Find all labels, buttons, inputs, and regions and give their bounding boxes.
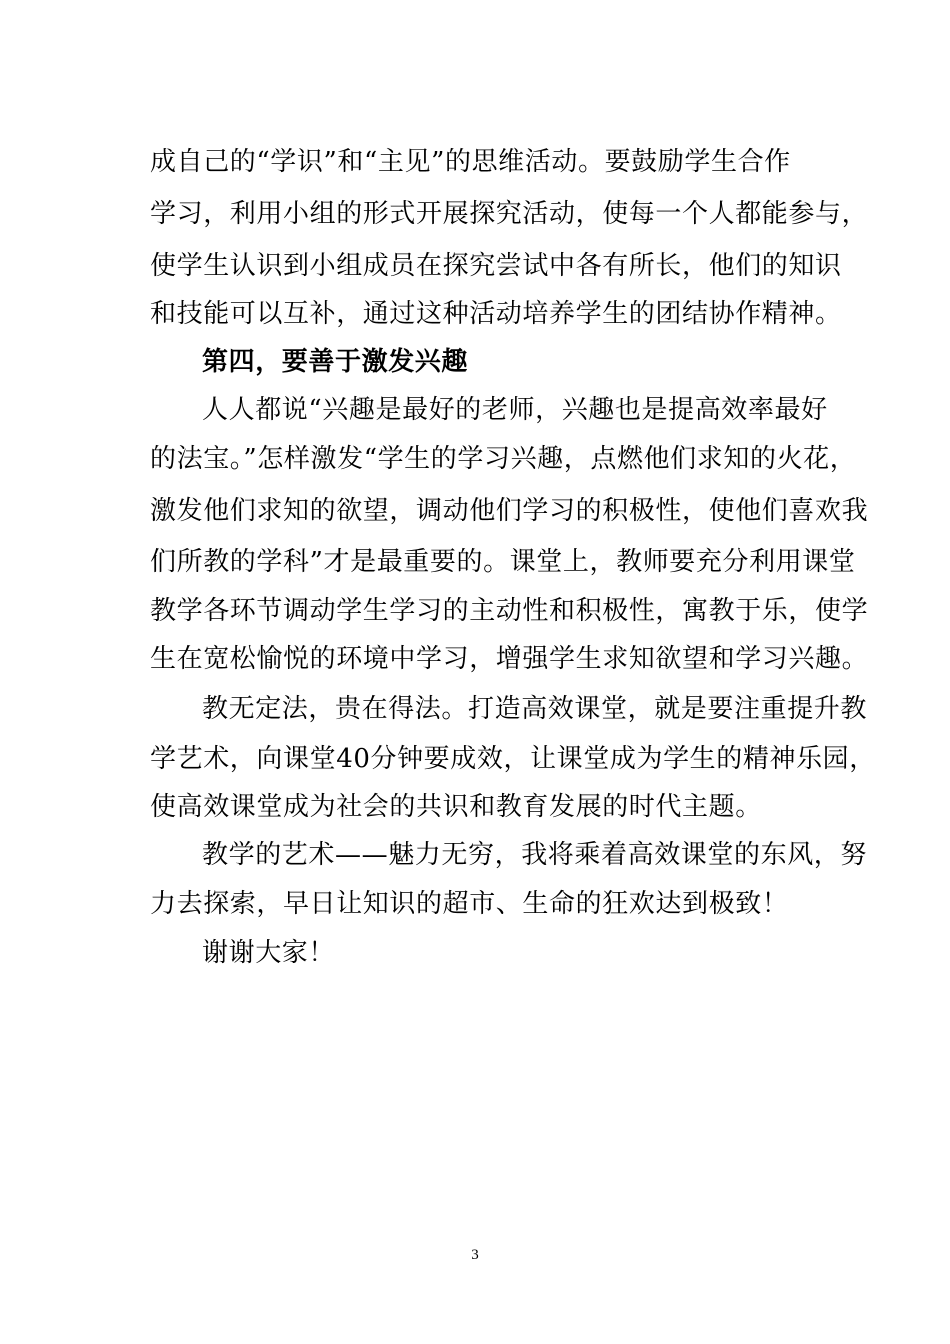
text-line: 教学的艺术——魅力无穷，我将乘着高效课堂的东风，努 xyxy=(202,840,868,870)
page-number: 3 xyxy=(471,1247,479,1263)
section-heading: 第四，要善于激发兴趣 xyxy=(202,347,469,377)
text-line: 学习，利用小组的形式开展探究活动，使每一个人都能参与， xyxy=(150,199,869,229)
text-line: 人人都说“兴趣是最好的老师，兴趣也是提高效率最好 xyxy=(202,395,828,425)
text-line: 激发他们求知的欲望，调动他们学习的积极性，使他们喜欢我 xyxy=(150,496,869,526)
text-line: 们所教的学科”才是最重要的。课堂上，教师要充分利用课堂 xyxy=(150,547,856,577)
text-line: 成自己的“学识”和“主见”的思维活动。要鼓励学生合作 xyxy=(150,147,791,177)
text-line: 使高效课堂成为社会的共识和教育发展的时代主题。 xyxy=(150,792,762,822)
text-line: 的法宝。”怎样激发“学生的学习兴趣，点燃他们求知的火花， xyxy=(150,444,857,474)
text-line: 力去探索，早日让知识的超市、生命的狂欢达到极致！ xyxy=(150,889,789,919)
text-line: 教无定法，贵在得法。打造高效课堂，就是要注重提升教 xyxy=(202,694,868,724)
text-line: 谢谢大家！ xyxy=(202,938,336,968)
text-line: 生在宽松愉悦的环境中学习，增强学生求知欲望和学习兴趣。 xyxy=(150,644,869,674)
text-line: 教学各环节调动学生学习的主动性和积极性，寓教于乐，使学 xyxy=(150,596,869,626)
text-line: 使学生认识到小组成员在探究尝试中各有所长，他们的知识 xyxy=(150,251,842,281)
text-line: 和技能可以互补，通过这种活动培养学生的团结协作精神。 xyxy=(150,299,842,329)
text-line: 学艺术，向课堂40分钟要成效，让课堂成为学生的精神乐园， xyxy=(150,744,876,774)
